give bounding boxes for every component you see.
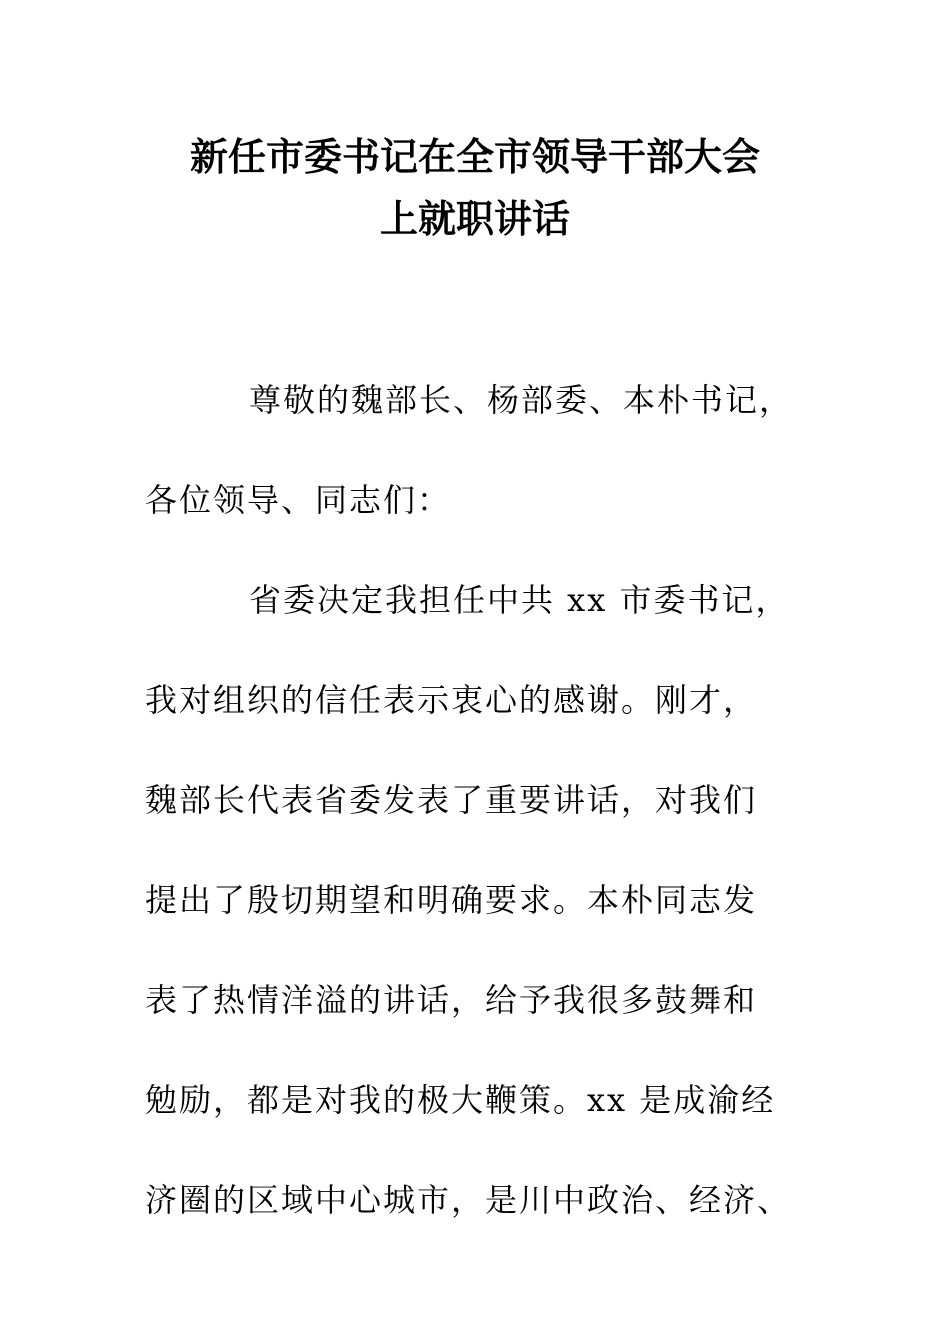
document-title	[0, 126, 950, 250]
body-line: 提出了殷切期望和明确要求。本朴同志发	[145, 881, 758, 919]
body-line-salutation: 尊敬的魏部长、杨部委、本朴书记，	[249, 381, 794, 419]
body-line: 表了热情洋溢的讲话，给予我很多鼓舞和	[145, 981, 758, 1019]
body-line-paragraph-start: 省委决定我担任中共 xx 市委书记，	[249, 581, 790, 619]
body-line-salutation-cont: 各位领导、同志们：	[145, 481, 452, 519]
body-line: 魏部长代表省委发表了重要讲话，对我们	[145, 781, 758, 819]
body-line: 济圈的区域中心城市，是川中政治、经济、	[145, 1181, 792, 1219]
title-line-1: 新任市委书记在全市领导干部大会	[189, 135, 760, 179]
body-line: 勉励，都是对我的极大鞭策。xx 是成渝经	[145, 1081, 776, 1119]
body-line: 我对组织的信任表示衷心的感谢。刚才，	[145, 681, 758, 719]
title-line-2: 上就职讲话	[379, 197, 570, 241]
